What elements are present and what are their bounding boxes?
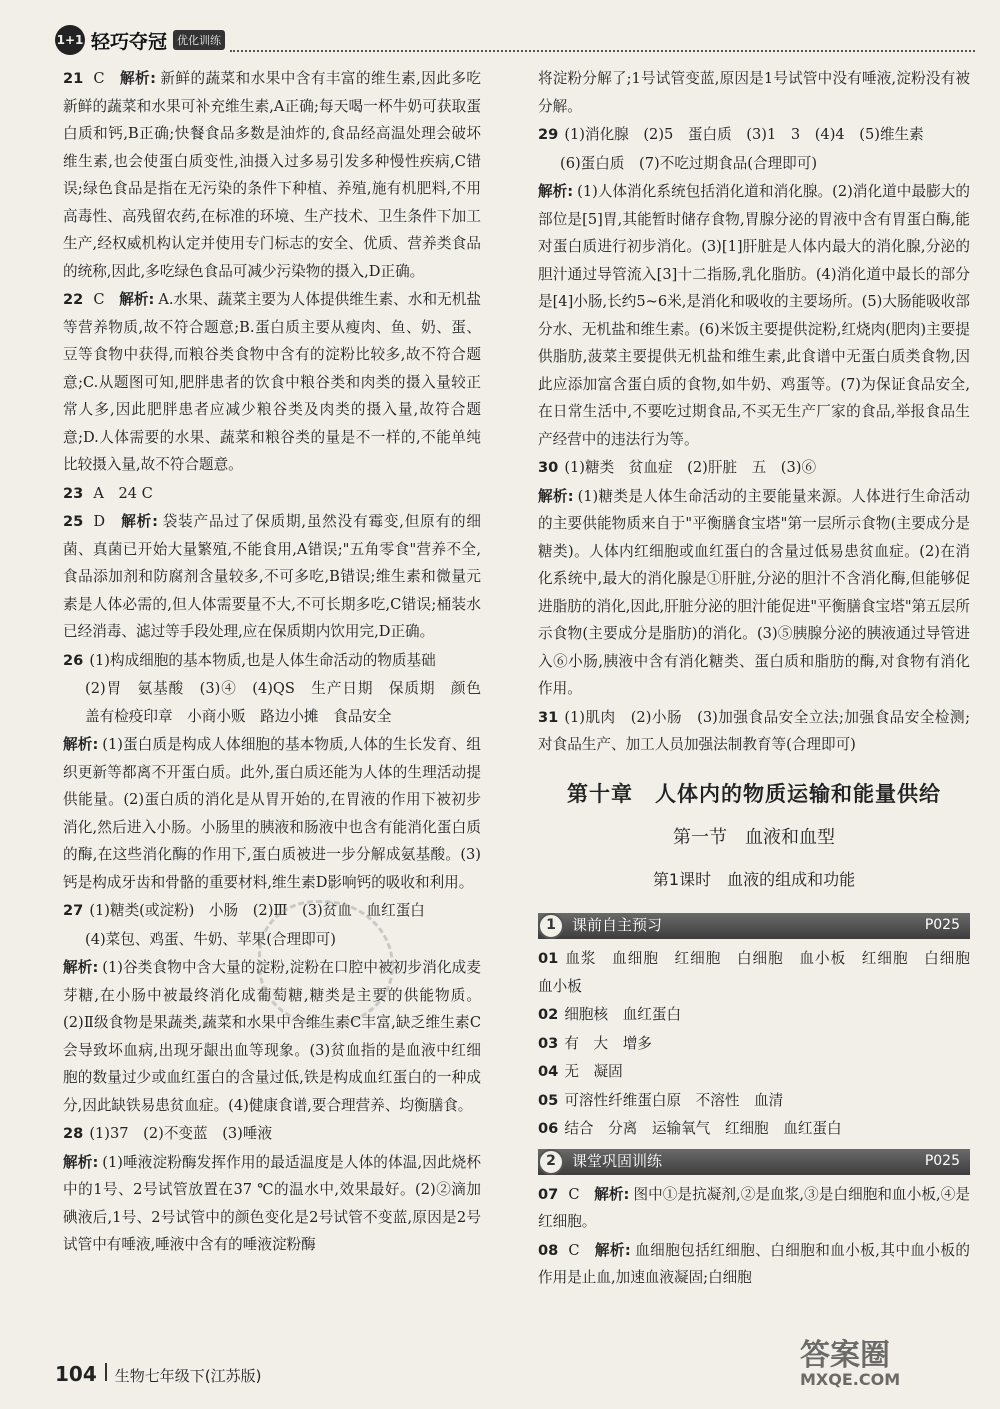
brand-name: 轻巧夺冠: [91, 30, 168, 53]
answer-entry: [63, 731, 481, 896]
answer-choice: C: [568, 1241, 580, 1259]
section-bar-label: 课前自主预习: [572, 916, 663, 935]
analysis-label: 解析:: [594, 1241, 631, 1259]
answer-text: (1)构成细胞的基本物质,也是人体生命活动的物质基础: [89, 651, 436, 669]
question-number: 22: [63, 291, 84, 308]
answer-choice: C: [93, 70, 105, 87]
question-number: 29: [538, 126, 559, 143]
analysis-label: 解析:: [63, 1153, 99, 1171]
brand-logo: [55, 24, 225, 56]
answer-entry: [63, 1120, 481, 1148]
answer-text: 血浆 血细胞 红细胞 白细胞 血小板 红细胞 白细胞 血小板: [538, 950, 985, 995]
answer-text: 细胞核 血红蛋白: [564, 1006, 682, 1023]
answer-text: 无 凝固: [564, 1063, 623, 1080]
answer-text: 图中①是抗凝剂,②是血浆,③是白细胞和血小板,④是红细胞。: [538, 1185, 970, 1230]
section-number-badge: 1: [538, 913, 564, 939]
question-number: 03: [538, 1034, 559, 1052]
answer-text: A.水果、蔬菜主要为人体提供维生素、水和无机盐等营养物质,故不符合题意;B.蛋白质主要从瘦肉、鱼、奶、蛋、豆等食物中获得,而粮谷类食物中含有的淀粉比较多,故不符合题意;C.从题图可知,肥胖患者的饮食中粮谷类和肉类的摄入量较正常人多,因此肥胖患者应减少粮谷类及肉类的摄入量,故符合题意;D.人体需要的水果、蔬菜和粮谷类的量是不一样的,不能单纯比较摄入量,故不符合题意。: [63, 291, 481, 473]
analysis-label: 解析:: [594, 1185, 630, 1203]
answer-entry: [538, 945, 985, 1000]
answer-text: (1)消化腺 (2)5 蛋白质 (3)1 3 (4)4 (5)维生素: [564, 126, 924, 143]
answer-text: 可溶性纤维蛋白原 不溶性 血清: [564, 1091, 784, 1109]
analysis-label: 解析:: [63, 736, 99, 753]
answer-choice: A: [93, 484, 104, 502]
answer-text: (1)唾液淀粉酶发挥作用的最适温度是人体的体温,因此烧杯中的1号、2号试管放置在37 ℃的温水中,效果最好。(2)②滴加碘液后,1号、2号试管中的颜色变化是2号试管不变蓝,原因是2号试管中有唾液,唾液中含有的唾液淀粉酶: [63, 1153, 481, 1253]
answer-entry: [538, 1237, 970, 1292]
section-bar-label: 课堂巩固训练: [572, 1151, 663, 1170]
question-number: 08: [538, 1241, 559, 1259]
answer-entry: [63, 647, 481, 675]
question-number: 02: [538, 1006, 559, 1023]
question-number: 26: [63, 651, 84, 669]
page-footer: [55, 1362, 261, 1386]
page-number: 104: [55, 1362, 97, 1386]
answer-text: 结合 分离 运输氧气 红细胞 血红蛋白: [564, 1120, 842, 1137]
answer-text: (4)菜包、鸡蛋、牛奶、苹果(合理即可): [85, 930, 336, 948]
answer-text: 将淀粉分解了;1号试管变蓝,原因是1号试管中没有唾液,淀粉没有被分解。: [538, 70, 970, 115]
answer-text: 血细胞包括红细胞、白细胞和血小板,其中血小板的作用是止血,加速血液凝固;白细胞: [538, 1241, 970, 1286]
answer-entry: [538, 1030, 970, 1058]
analysis-label: 解析:: [121, 513, 158, 530]
question-number: 25: [63, 513, 84, 530]
answer-choice: C: [568, 1185, 580, 1203]
question-number: 05: [538, 1091, 559, 1109]
question-number: 21: [63, 70, 84, 87]
left-column: [63, 65, 496, 1260]
question-number: 31: [538, 708, 559, 726]
right-answers: [538, 65, 970, 759]
section-number-badge: 2: [538, 1149, 564, 1175]
answer-text: (1)谷类食物中含大量的淀粉,淀粉在口腔中被初步消化成麦芽糖,在小肠中被最终消化成葡萄糖,糖类是主要的供能物质。(2)Ⅱ级食物是果蔬类,蔬菜和水果中含维生素C丰富,缺乏维生素C会导致坏血病,出现牙龈出血等现象。(3)贫血指的是血液中红细胞的数量过少或血红蛋白的含量过低,铁是构成血红蛋白的一种成分,因此缺铁易患贫血症。(4)健康食谱,要合理营养、均衡膳食。: [63, 959, 481, 1114]
question-number: 01: [538, 950, 559, 967]
answer-entry: [538, 483, 970, 703]
answer-entry: [63, 1149, 481, 1259]
answer-entry: [63, 65, 481, 285]
section-bar-page: P025: [924, 1152, 960, 1169]
answer-entry: [538, 454, 970, 482]
answer-text: 有 大 增多: [564, 1034, 652, 1052]
answer-text: (1)37 (2)不变蓝 (3)唾液: [89, 1125, 273, 1142]
answer-entry: [63, 480, 481, 508]
section-title: 第一节 血液和血型: [673, 827, 835, 848]
answer-text: (1)人体消化系统包括消化道和消化腺。(2)消化道中最膨大的部位是[5]胃,其能暂时储存食物,胃腺分泌的胃液中含有胃蛋白酶,能对蛋白质进行初步消化。(3)[1]肝脏是人体内最大的消化腺,分泌的胆汁通过导管流入[3]十二指肠,乳化脂肪。(4)消化道中最长的部分是[4]小肠,长约5~6米,是消化和吸收的主要场所。(5)大肠能吸收部分水、无机盐和维生素。(6)米饭主要提供淀粉,红烧肉(肥肉)主要提供脂肪,菠菜主要提供无机盐和维生素,此食谱中无蛋白质类食物,因此应添加富含蛋白质的食物,如牛奶、鸡蛋等。(7)为保证食品安全,在日常生活中,不要吃过期食品,不买无生产厂家的食品,举报食品生产经营中的违法行为等。: [538, 183, 970, 448]
section-bar-practice: [538, 1149, 970, 1175]
site-watermark: [800, 1330, 900, 1389]
lesson-title: 第1课时 血液的组成和功能: [652, 869, 856, 889]
answer-entry: [63, 286, 481, 479]
question-number: 23: [63, 484, 84, 502]
question-number: 27: [63, 902, 84, 919]
answer-text: (1)蛋白质是构成人体细胞的基本物质,人体的生长发育、组织更新等都离不开蛋白质。此外,蛋白质还能为人体的生理活动提供能量。(2)蛋白质的消化是从胃开始的,在胃液的作用下被初步消化,然后进入小肠。小肠里的胰液和肠液中也含有能消化蛋白质的酶,在这些消化酶的作用下,蛋白质被进一步分解成氨基酸。(3)钙是构成牙齿和骨骼的重要材料,维生素D影响钙的吸收和利用。: [63, 736, 481, 891]
answer-entry: [63, 675, 496, 730]
answer-entry: [538, 65, 970, 120]
answer-entry: [538, 704, 970, 759]
question-number: 30: [538, 459, 559, 476]
answer-text: (6)蛋白质 (7)不吃过期食品(合理即可): [560, 154, 818, 172]
answer-entry: [63, 508, 481, 646]
question-number: 07: [538, 1185, 559, 1203]
question-number: 28: [63, 1125, 84, 1142]
answer-text: (1)糖类(或淀粉) 小肠 (2)Ⅲ (3)贫血 血红蛋白: [89, 902, 425, 919]
practice-answers: [538, 1181, 970, 1292]
analysis-label: 解析:: [119, 291, 155, 308]
answer-entry: [538, 1115, 970, 1143]
brand-mark-icon: 1+1: [55, 25, 85, 55]
answer-text: 袋装产品过了保质期,虽然没有霉变,但原有的细菌、真菌已开始大量繁殖,不能食用,A错误;"五角零食"营养不全,食品添加剂和防腐剂含量较多,不可多吃,B错误;维生素和微量元素是人体必需的,但人体需要量不大,不可长期多吃,C错误;桶装水已经消毒、滤过等手段处理,应在保质期内饮用完,D正确。: [63, 513, 481, 640]
chapter-title: 第十章 人体内的物质运输和能量供给: [567, 781, 941, 806]
page-header: [55, 20, 975, 60]
header-rule: [230, 50, 975, 52]
answer-choice: D: [93, 513, 106, 530]
faded-stamp-mark: [258, 900, 394, 1026]
answer-entry: [538, 178, 970, 453]
question-number: 04: [538, 1063, 559, 1080]
answer-entry: [538, 121, 970, 149]
book-title: 生物七年级下(江苏版): [114, 1367, 262, 1385]
answer-entry: [538, 1001, 970, 1029]
watermark-text: 答案圈: [800, 1338, 890, 1373]
answer-text: 新鲜的蔬菜和水果中含有丰富的维生素,因此多吃新鲜的蔬菜和水果可补充维生素,A正确;每天喝一杯牛奶可获取蛋白质和钙,B正确;快餐食品多数是油炸的,食品经高温处理会破坏维生素,也会使蛋白质变性,油摄入过多易引发多种慢性疾病,C错误;绿色食品是指在无污染的条件下种植、养殖,施有机肥料,不用高毒性、高残留农药,在标准的环境、生产技术、卫生条件下加工生产,经权威机构认定并使用专门标志的安全、优质、营养类食品的统称,因此,多吃绿色食品可减少污染物的摄入,D正确。: [63, 70, 481, 280]
answer-entry: [538, 1087, 970, 1115]
section-bar-preview: [538, 913, 970, 939]
analysis-label: 解析:: [119, 70, 156, 87]
watermark-url: MXQE.COM: [800, 1370, 901, 1389]
section-bar-page: P025: [924, 917, 960, 934]
answer-entry: [538, 1181, 970, 1236]
analysis-label: 解析:: [63, 959, 99, 976]
answer-entry: [538, 150, 970, 178]
footer-separator: [105, 1363, 107, 1381]
question-number: 06: [538, 1120, 559, 1137]
analysis-label: 解析:: [538, 487, 574, 505]
brand-tag: 优化训练: [173, 30, 225, 50]
answer-text: (1)糖类 贫血症 (2)肝脏 五 (3)⑥: [564, 459, 817, 476]
analysis-label: 解析:: [538, 183, 574, 200]
right-column: [538, 65, 985, 1293]
answer-entry: [538, 1058, 970, 1086]
answer-text: (1)糖类是人体生命活动的主要能量来源。人体进行生命活动的主要供能物质来自于"平衡膳食宝塔"第一层所示食物(主要成分是糖类)。人体内红细胞或血红蛋白的含量过低易患贫血症。(2)在消化系统中,最大的消化腺是①肝脏,分泌的胆汁不含消化酶,但能够促进脂肪的消化,因此,肝脏分泌的胆汁能促进"平衡膳食宝塔"第五层所示食物(主要成分是脂肪)的消化。(3)⑤胰腺分泌的胰液通过导管进入⑥小肠,胰液中含有消化糖类、蛋白质和脂肪的酶,对食物有消化作用。: [538, 487, 970, 697]
answer-text: (2)胃 氨基酸 (3)④ (4)QS 生产日期 保质期 颜色 盖有检疫印章 小商小贩 路边小摊 食品安全: [85, 680, 496, 725]
answer-text: (1)肌肉 (2)小肠 (3)加强食品安全立法;加强食品安全检测;对食品生产、加工人员加强法制教育等(合理即可): [538, 708, 970, 753]
answer-text: 24 C: [118, 484, 153, 502]
answer-choice: C: [93, 291, 105, 308]
preview-answers: [538, 945, 985, 1143]
